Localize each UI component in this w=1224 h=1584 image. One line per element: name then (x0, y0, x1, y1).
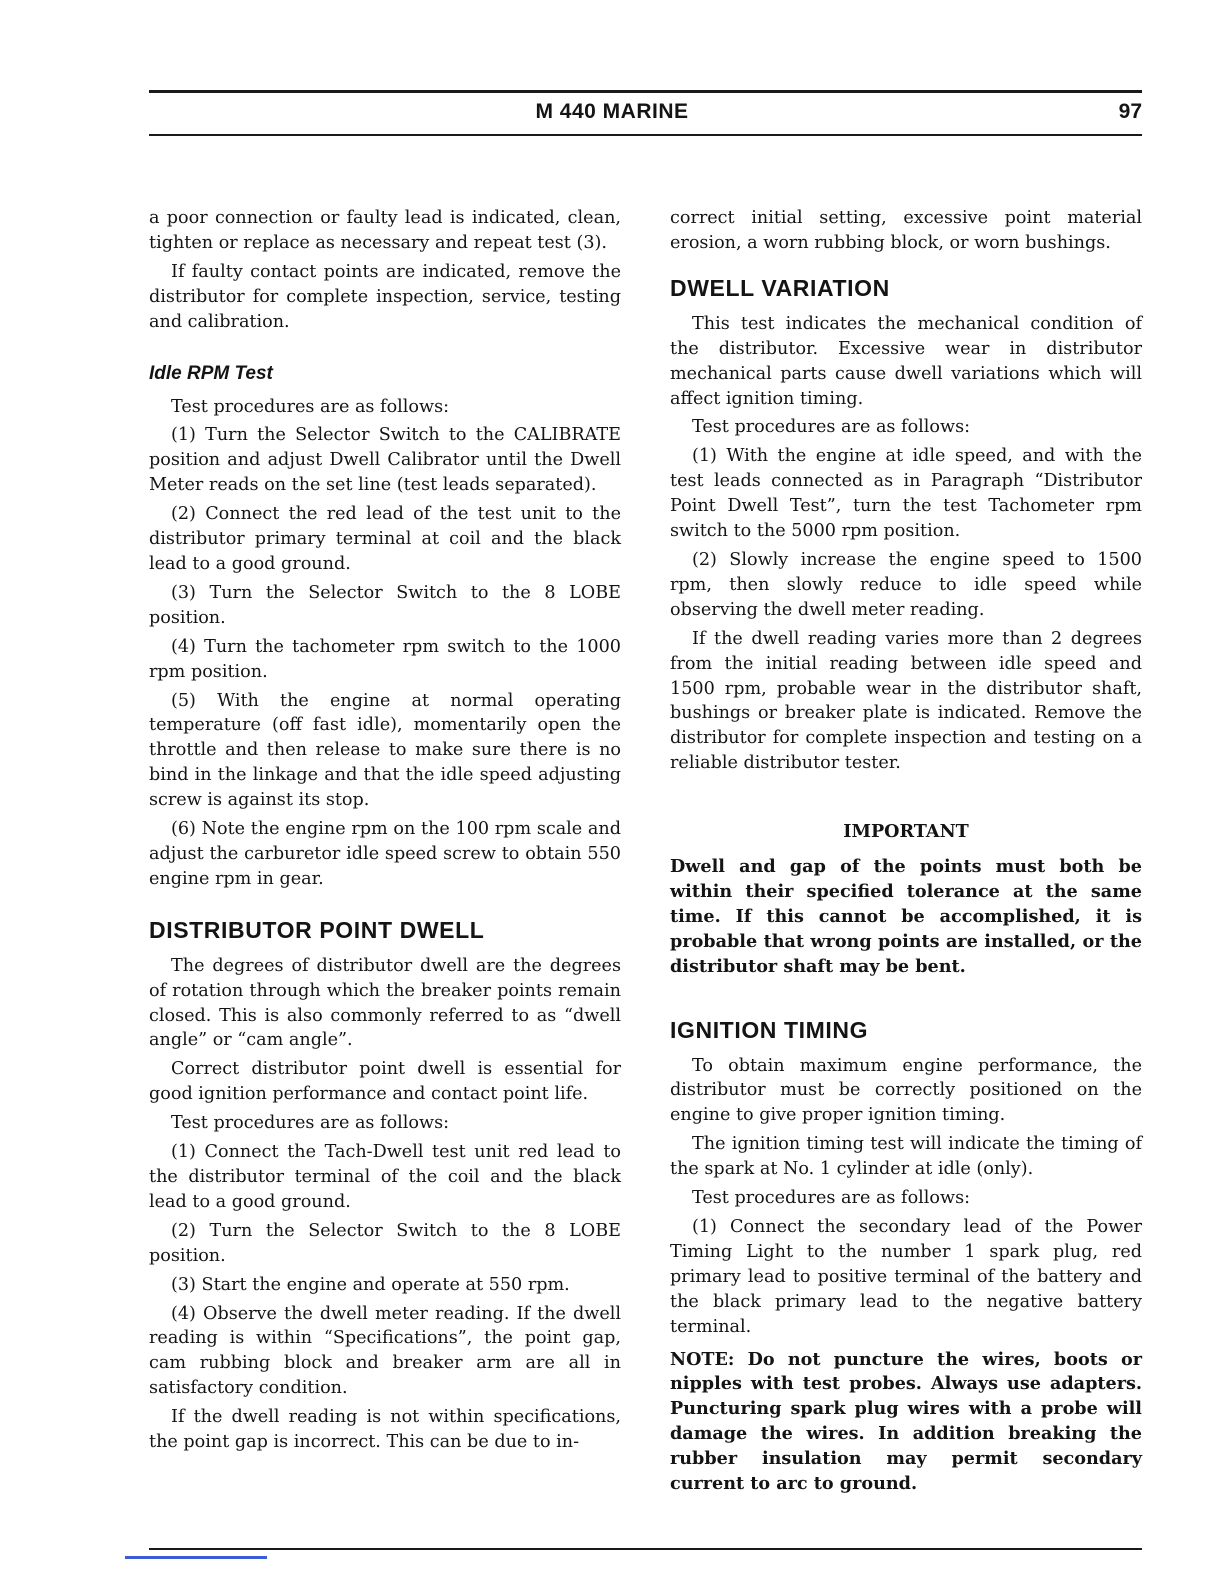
procedure-step: (6) Note the engine rpm on the 100 rpm scale and adjust the carburetor idle speed screw to obtain 550 engine rpm in gear. (149, 819, 621, 889)
procedure-step: (2) Turn the Selector Switch to the 8 LOBE position. (149, 1220, 621, 1266)
footer-rule (149, 1548, 1142, 1550)
header-bottom-rule (149, 134, 1142, 136)
idle-rpm-test-heading: Idle RPM Test (149, 362, 273, 384)
footer-blue-mark (125, 1556, 267, 1559)
paragraph: The ignition timing test will indicate the timing of the spark at No. 1 cylinder at idle (only). (670, 1134, 1142, 1180)
procedure-step: (4) Turn the tachometer rpm switch to the 1000 rpm position. (149, 636, 621, 682)
procedure-step: (1) With the engine at idle speed, and with the test leads connected as in Paragraph “Distributor Point Dwell Test”, turn the test Tachometer rpm switch to the 5000 rpm position. (670, 446, 1142, 542)
procedure-step: (2) Slowly increase the engine speed to 1500 rpm, then slowly reduce to idle speed while observing the dwell meter reading. (670, 549, 1142, 620)
paragraph: correct initial setting, excessive point material erosion, a worn rubbing block, or worn bushings. (670, 208, 1142, 253)
paragraph: Test procedures are as follows: (692, 417, 971, 438)
ignition-timing-heading: IGNITION TIMING (670, 1016, 869, 1043)
procedure-step: (2) Connect the red lead of the test unit to the distributor primary terminal at coil and the black lead to a good ground. (149, 504, 621, 574)
left-column (149, 206, 621, 1459)
procedure-step: (4) Observe the dwell meter reading. If the dwell reading is within “Specifications”, the point gap, cam rubbing block and breaker arm are all in satisfactory condition. (149, 1303, 621, 1399)
procedure-step: (1) Connect the Tach-Dwell test unit red lead to the distributor terminal of the coil and the black lead to a good ground. (149, 1142, 621, 1212)
paragraph: If faulty contact points are indicated, remove the distributor for complete inspection, service, testing and calibration. (149, 261, 621, 332)
right-column (670, 206, 1142, 1501)
paragraph: Correct distributor point dwell is essential for good ignition performance and contact point life. (149, 1059, 621, 1105)
paragraph: The degrees of distributor dwell are the degrees of rotation through which the breaker points remain closed. This is also commonly referred to as “dwell angle” or “cam angle”. (149, 955, 621, 1051)
paragraph: If the dwell reading varies more than 2 degrees from the initial reading between idle speed and 1500 rpm, probable wear in the distributor shaft, bushings or breaker plate is indicated. Remove the distributor for complete inspection and testing on a reliable distributor tester. (670, 628, 1142, 774)
paragraph: Test procedures are as follows: (692, 1188, 971, 1209)
procedure-step: (1) Turn the Selector Switch to the CALIBRATE position and adjust Dwell Calibrator until the Dwell Meter reads on the set line (test leads separated). (149, 425, 621, 496)
note-text: NOTE: Do not puncture the wires, boots or nipples with test probes. Always use adapters. Puncturing spark plug wires with a probe will damage the wires. In addition breaking the rubber insulation may permit secondary current to arc to ground. (670, 1348, 1142, 1495)
paragraph: a poor connection or faulty lead is indicated, clean, tighten or replace as necessary and repeat test (3). (149, 208, 621, 253)
paragraph: If the dwell reading is not within specifications, the point gap is incorrect. This can be due to in- (149, 1407, 621, 1453)
procedure-step: (3) Start the engine and operate at 550 rpm. (171, 1274, 570, 1295)
paragraph: To obtain maximum engine performance, the distributor must be correctly positioned on the engine to give proper ignition timing. (670, 1055, 1142, 1126)
dwell-variation-heading: DWELL VARIATION (670, 274, 890, 301)
paragraph: Test procedures are as follows: (171, 1113, 450, 1134)
page-number: 97 (1118, 100, 1142, 123)
header-top-rule (149, 90, 1142, 93)
paragraph: This test indicates the mechanical condition of the distributor. Excessive wear in distributor mechanical parts cause dwell variations which will affect ignition timing. (670, 313, 1142, 409)
important-notice-text: Dwell and gap of the points must both be within their specified tolerance at the same time. If this cannot be accomplished, it is probable that wrong points are installed, or the distributor shaft may be bent. (670, 856, 1142, 977)
procedure-step: (1) Connect the secondary lead of the Power Timing Light to the number 1 spark plug, red primary lead to positive terminal of the battery and the black primary lead to the negative battery terminal. (670, 1217, 1142, 1337)
paragraph: Test procedures are as follows: (171, 396, 450, 417)
running-header-title: M 440 MARINE (535, 100, 689, 123)
distributor-point-dwell-heading: DISTRIBUTOR POINT DWELL (149, 916, 485, 943)
procedure-step: (3) Turn the Selector Switch to the 8 LOBE position. (149, 582, 621, 628)
important-notice-title: IMPORTANT (843, 821, 969, 843)
procedure-step: (5) With the engine at normal operating temperature (off fast idle), momentarily open the throttle and then release to make sure there is no bind in the linkage and that the idle speed adjusting screw is against its stop. (149, 690, 621, 811)
